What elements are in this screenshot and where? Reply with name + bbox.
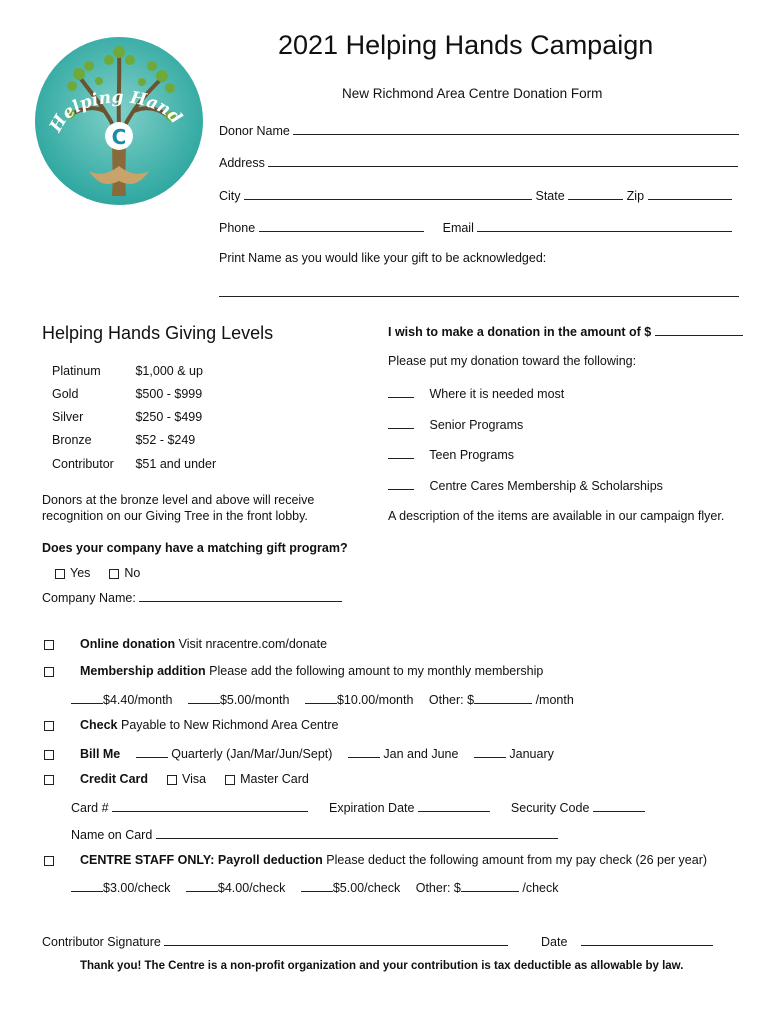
- print-name-label: Print Name as you would like your gift to be acknowledged:: [219, 251, 547, 265]
- level-row: [52, 387, 202, 401]
- check-text: Payable to New Richmond Area Centre: [120, 718, 339, 732]
- checkbox-icon[interactable]: [44, 856, 54, 866]
- donation-option-label: Senior Programs: [429, 418, 524, 432]
- address-label: Address: [219, 156, 265, 170]
- online-title: Online donation: [79, 637, 176, 651]
- membership-amount: $4.40/month: [103, 693, 173, 707]
- checkbox-icon[interactable]: [167, 775, 177, 785]
- membership-amount: $10.00/month: [336, 693, 414, 707]
- donation-option[interactable]: [388, 446, 514, 462]
- checkbox-icon[interactable]: [44, 721, 54, 731]
- membership-other-label: Other: $: [428, 693, 475, 707]
- company-name-field[interactable]: [42, 591, 342, 605]
- expiration-label: Expiration Date: [328, 801, 415, 815]
- levels-note-line-2: recognition on our Giving Tree in the front lobby.: [42, 509, 308, 523]
- donation-option-label: Where it is needed most: [429, 387, 565, 401]
- billme-option: Jan and June: [383, 747, 459, 761]
- staff-text: Please deduct the following amount from my pay check (26 per year): [326, 853, 708, 867]
- checkbox-icon[interactable]: [44, 640, 54, 650]
- credit-card-row[interactable]: [44, 772, 309, 786]
- level-row: [52, 457, 216, 471]
- level-amount: $51 and under: [135, 457, 217, 471]
- address-field[interactable]: [219, 154, 738, 170]
- state-label: State: [535, 189, 565, 203]
- city-state-zip-row[interactable]: [219, 187, 732, 203]
- credit-option-visa: Visa: [182, 772, 207, 786]
- name-on-card-row[interactable]: [71, 826, 558, 842]
- donation-option[interactable]: [388, 385, 564, 401]
- membership-row[interactable]: [44, 664, 543, 678]
- credit-option-mastercard: Master Card: [240, 772, 309, 786]
- staff-amount: $4.00/check: [217, 881, 286, 895]
- staff-other-label: Other: $: [415, 881, 461, 895]
- staff-payroll-row[interactable]: [44, 853, 707, 867]
- card-number-label: Card #: [71, 801, 109, 815]
- donation-amount-field[interactable]: [388, 323, 743, 339]
- online-donation-row[interactable]: [44, 637, 327, 651]
- level-amount: $52 - $249: [135, 433, 196, 447]
- bill-me-row[interactable]: [44, 745, 554, 761]
- level-row: [52, 364, 203, 378]
- level-row: [52, 410, 202, 424]
- check-row[interactable]: [44, 718, 338, 732]
- email-label: Email: [442, 221, 474, 235]
- matching-no[interactable]: [109, 566, 140, 580]
- check-title: Check: [79, 718, 118, 732]
- matching-yes[interactable]: [55, 566, 90, 580]
- staff-amount: $3.00/check: [103, 881, 171, 895]
- staff-other-unit: /check: [522, 881, 559, 895]
- donation-amount-label: I wish to make a donation in the amount of $: [388, 325, 652, 339]
- checkbox-icon[interactable]: [225, 775, 235, 785]
- checkbox-icon[interactable]: [44, 750, 54, 760]
- date-field[interactable]: [541, 933, 713, 949]
- matching-options: [55, 566, 140, 580]
- checkbox-icon[interactable]: [44, 775, 54, 785]
- credit-title: Credit Card: [79, 772, 149, 786]
- level-amount: $500 - $999: [135, 387, 203, 401]
- zip-label: Zip: [626, 189, 645, 203]
- security-code-label: Security Code: [510, 801, 590, 815]
- donor-name-label: Donor Name: [219, 124, 290, 138]
- matching-yes-label: Yes: [70, 566, 91, 580]
- staff-title: CENTRE STAFF ONLY: Payroll deduction: [79, 853, 323, 867]
- online-text: Visit nracentre.com/donate: [178, 637, 328, 651]
- staff-amount: $5.00/check: [332, 881, 401, 895]
- level-name: Platinum: [52, 364, 101, 378]
- flyer-note: A description of the items are available in our campaign flyer.: [388, 509, 725, 523]
- donor-name-field[interactable]: [219, 122, 739, 138]
- billme-option: Quarterly (Jan/Mar/Jun/Sept): [171, 747, 333, 761]
- print-name-line[interactable]: [219, 296, 739, 297]
- signature-label: Contributor Signature: [42, 935, 161, 949]
- thank-you-note: Thank you! The Centre is a non-profit organization and your contribution is tax deductible as allowable by law.: [80, 960, 684, 972]
- level-name: Contributor: [52, 457, 114, 471]
- level-name: Gold: [52, 387, 79, 401]
- company-name-label: Company Name:: [42, 591, 136, 605]
- checkbox-icon[interactable]: [44, 667, 54, 677]
- donation-toward-label: Please put my donation toward the following:: [388, 354, 637, 368]
- phone-label: Phone: [219, 221, 256, 235]
- signature-field[interactable]: [42, 933, 508, 949]
- membership-amount: $5.00/month: [219, 693, 290, 707]
- donation-option-label: Centre Cares Membership & Scholarships: [429, 479, 663, 493]
- donation-option-label: Teen Programs: [429, 448, 515, 462]
- donation-option[interactable]: [388, 477, 663, 493]
- checkbox-icon[interactable]: [55, 569, 65, 579]
- level-name: Silver: [52, 410, 84, 424]
- level-name: Bronze: [52, 433, 92, 447]
- giving-levels-heading: Helping Hands Giving Levels: [42, 323, 274, 343]
- membership-text: Please add the following amount to my monthly membership: [209, 664, 544, 678]
- membership-amounts-row[interactable]: [71, 691, 574, 707]
- level-amount: $1,000 & up: [135, 364, 203, 378]
- donation-option[interactable]: [388, 416, 523, 432]
- helping-hands-logo: [34, 36, 204, 206]
- billme-title: Bill Me: [79, 747, 121, 761]
- billme-option: January: [509, 747, 554, 761]
- matching-no-label: No: [124, 566, 141, 580]
- membership-other-unit: /month: [535, 693, 574, 707]
- logo-letter: C: [111, 125, 127, 149]
- page-title: 2021 Helping Hands Campaign: [278, 30, 654, 60]
- page-subtitle: New Richmond Area Centre Donation Form: [342, 86, 603, 101]
- date-label: Date: [541, 935, 568, 949]
- city-label: City: [219, 189, 241, 203]
- card-details-row[interactable]: [71, 799, 645, 815]
- matching-question: Does your company have a matching gift program?: [42, 541, 348, 555]
- name-on-card-label: Name on Card: [71, 828, 153, 842]
- checkbox-icon[interactable]: [109, 569, 119, 579]
- membership-title: Membership addition: [79, 664, 206, 678]
- level-row: [52, 433, 195, 447]
- staff-amounts-row[interactable]: [71, 879, 559, 895]
- level-amount: $250 - $499: [135, 410, 203, 424]
- levels-note-line-1: Donors at the bronze level and above will receive: [42, 493, 315, 507]
- logo-text: Helping Hand: [45, 87, 186, 136]
- phone-email-row[interactable]: [219, 219, 732, 235]
